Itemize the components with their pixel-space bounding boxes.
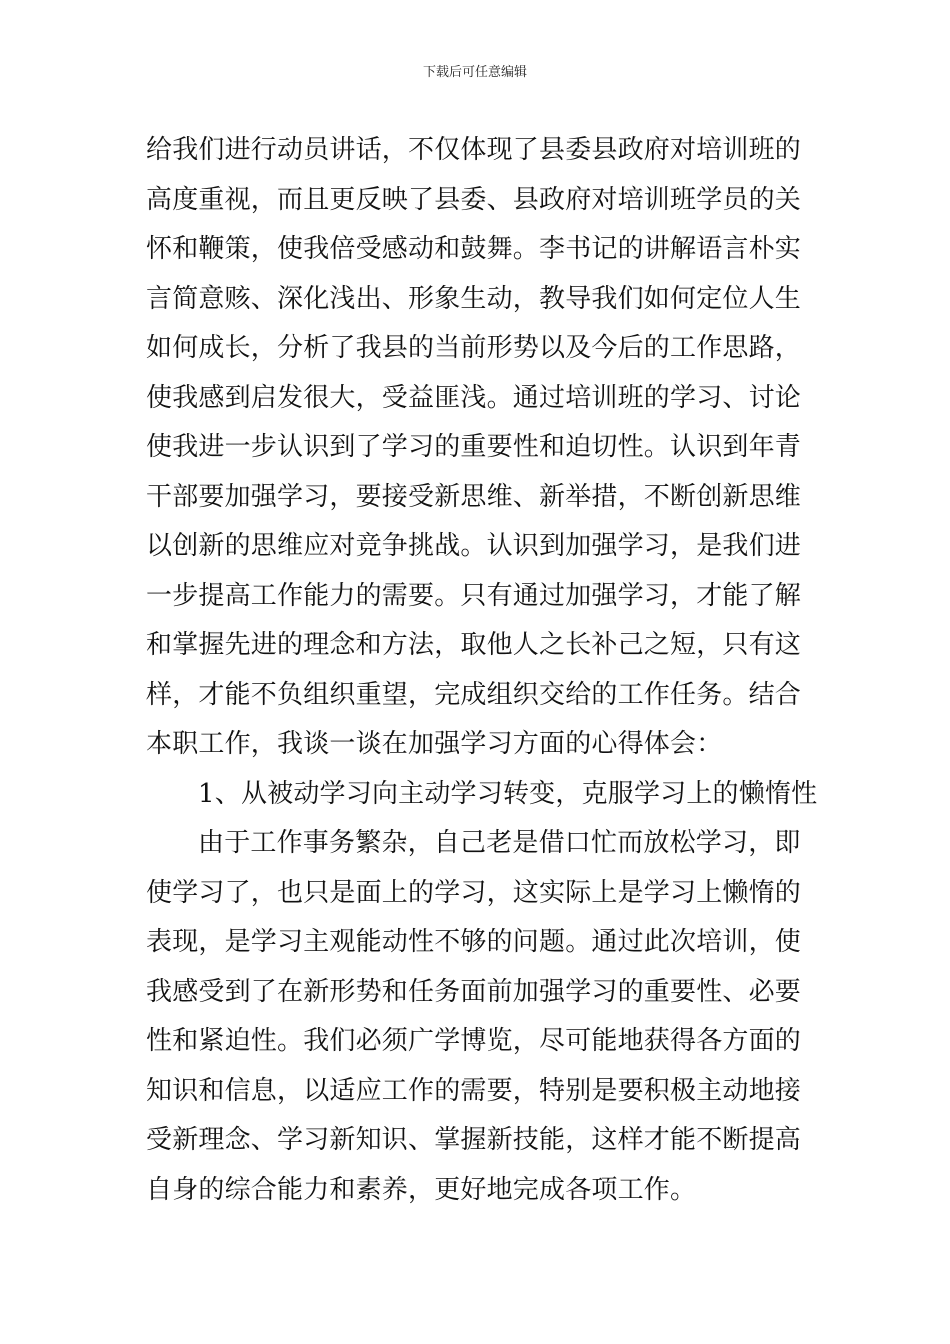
document-body	[146, 126, 818, 1215]
text-line: 给我们进行动员讲话，不仅体现了县委县政府对培训班的	[146, 135, 802, 165]
text-line: 自身的综合能力和素养，更好地完成各项工作。	[146, 1174, 697, 1205]
text-line: 言简意赅、深化浅出、形象生动，教导我们如何定位人生	[146, 283, 802, 314]
text-line: 知识和信息，以适应工作的需要，特别是要积极主动地接	[146, 1075, 802, 1106]
text-line: 如何成长，分析了我县的当前形势以及今后的工作思路，	[146, 333, 802, 363]
text-line: 高度重视，而且更反映了县委、县政府对培训班学员的关	[146, 184, 802, 215]
text-line: 性和紧迫性。我们必须广学博览，尽可能地获得各方面的	[146, 1026, 802, 1056]
text-line: 我感受到了在新形势和任务面前加强学习的重要性、必要	[146, 976, 802, 1007]
text-line: 使我感到启发很大，受益匪浅。通过培训班的学习、讨论	[146, 382, 802, 413]
text-line: 表现，是学习主观能动性不够的问题。通过此次培训，使	[146, 927, 802, 957]
text-line: 受新理念、学习新知识、掌握新技能，这样才能不断提高	[146, 1125, 802, 1155]
text-line: 使学习了，也只是面上的学习，这实际上是学习上懒惰的	[146, 877, 802, 908]
text-line: 本职工作，我谈一谈在加强学习方面的心得体会：	[146, 729, 723, 759]
text-line: 怀和鞭策，使我倍受感动和鼓舞。李书记的讲解语言朴实	[146, 234, 802, 264]
text-line: 使我进一步认识到了学习的重要性和迫切性。认识到年青	[146, 432, 802, 462]
section-heading: 1、从被动学习向主动学习转变，克服学习上的懒惰性	[198, 778, 818, 809]
text-line: 和掌握先进的理念和方法，取他人之长补己之短，只有这	[146, 630, 802, 660]
text-line: 由于工作事务繁杂，自己老是借口忙而放松学习，即	[198, 828, 801, 858]
text-line: 样，才能不负组织重望，完成组织交给的工作任务。结合	[146, 679, 802, 710]
page-header: 下载后可任意编辑	[422, 65, 527, 80]
text-line: 一步提高工作能力的需要。只有通过加强学习，才能了解	[146, 580, 802, 611]
text-line: 干部要加强学习，要接受新思维、新举措，不断创新思维	[146, 481, 802, 512]
text-line: 以创新的思维应对竞争挑战。认识到加强学习，是我们进	[146, 531, 802, 561]
